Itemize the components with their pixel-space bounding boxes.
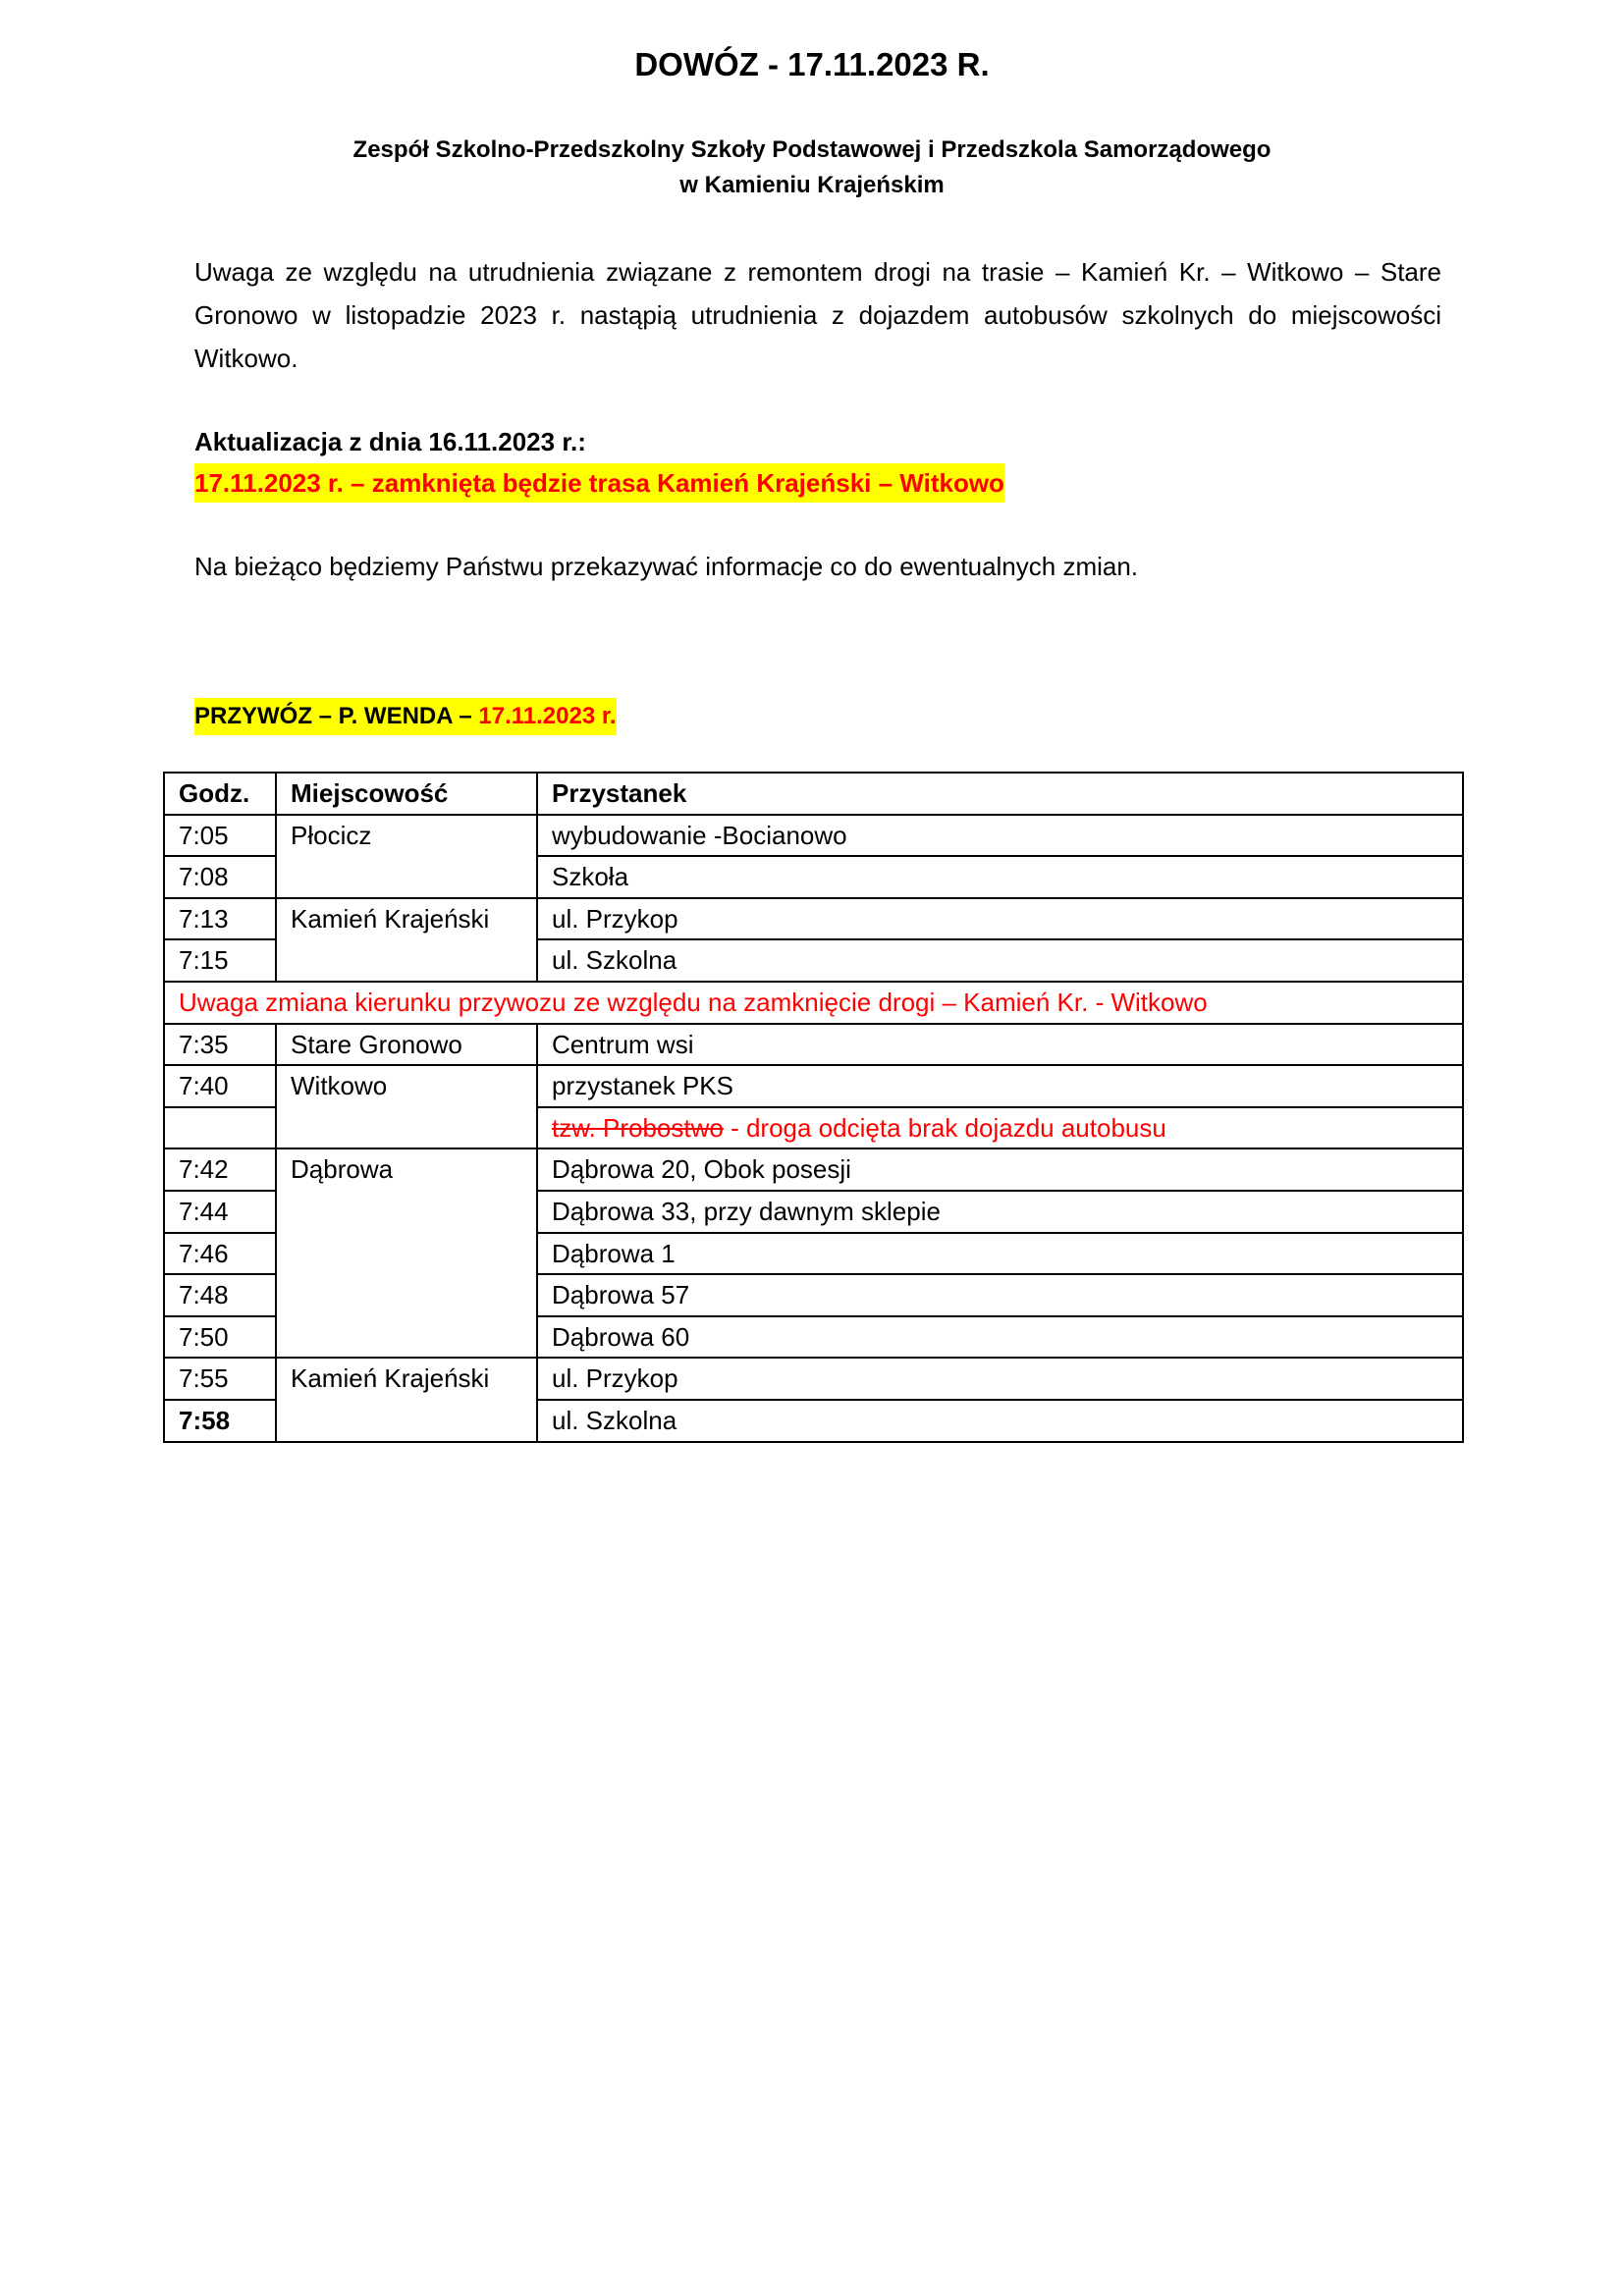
time-cell — [164, 1107, 276, 1149]
header-stop: Przystanek — [537, 773, 1463, 815]
page-title: DOWÓZ - 17.11.2023 R. — [634, 46, 990, 82]
stop-cell: Dąbrowa 1 — [537, 1233, 1463, 1275]
time-cell: 7:42 — [164, 1148, 276, 1191]
road-works-notice: Uwaga ze względu na utrudnienia związane z remontem drogi na trasie – Kamień Kr. – Witkowo – Stare Gronowo w listopadzie 2023 r. nastąpią utrudnienia z dojazdem autobusów szkolnych do miejscowości Witkowo. — [194, 257, 1441, 373]
table-row — [164, 1065, 1463, 1107]
road-closure-notice: 17.11.2023 r. – zamknięta będzie trasa Kamień Krajeński – Witkowo — [194, 463, 1004, 503]
table-row — [164, 1358, 1463, 1400]
cancelled-stop-note: - droga odcięta brak dojazdu autobusu — [723, 1112, 1166, 1143]
time-cell-final: 7:58 — [164, 1400, 276, 1442]
stop-cell: Dąbrowa 33, przy dawnym sklepie — [537, 1191, 1463, 1233]
time-cell: 7:48 — [164, 1274, 276, 1316]
table-row — [164, 1148, 1463, 1191]
place-cell: Kamień Krajeński — [276, 1358, 537, 1441]
schedule-table — [163, 772, 1464, 1443]
school-name-line1: Zespół Szkolno-Przedszkolny Szkoły Podstawowej i Przedszkola Samorządowego — [352, 136, 1272, 163]
stop-cell: wybudowanie -Bocianowo — [537, 815, 1463, 857]
stop-cell: Dąbrowa 20, Obok posesji — [537, 1148, 1463, 1191]
time-cell: 7:15 — [164, 939, 276, 982]
place-cell: Kamień Krajeński — [276, 898, 537, 982]
table-row-alert — [164, 982, 1463, 1024]
stop-cell: ul. Szkolna — [537, 939, 1463, 982]
header-place: Miejscowość — [276, 773, 537, 815]
update-heading: Aktualizacja z dnia 16.11.2023 r.: — [194, 427, 586, 456]
stop-cell-cancelled — [537, 1107, 1463, 1149]
table-header-row — [164, 773, 1463, 815]
time-cell: 7:44 — [164, 1191, 276, 1233]
table-row — [164, 815, 1463, 857]
cancelled-stop: tzw. Probostwo — [552, 1112, 724, 1143]
time-cell: 7:46 — [164, 1233, 276, 1275]
place-cell: Płocicz — [276, 815, 537, 898]
route-change-alert: Uwaga zmiana kierunku przywozu ze względu na zamknięcie drogi – Kamień Kr. - Witkowo — [164, 982, 1463, 1024]
stop-cell: ul. Szkolna — [537, 1400, 1463, 1442]
header-time: Godz. — [164, 773, 276, 815]
stop-cell: przystanek PKS — [537, 1065, 1463, 1107]
info-line: Na bieżąco będziemy Państwu przekazywać informacje co do ewentualnych zmian. — [194, 552, 1139, 581]
route-heading — [194, 698, 617, 735]
place-cell: Stare Gronowo — [276, 1024, 537, 1066]
school-name-line2: w Kamieniu Krajeńskim — [679, 172, 945, 198]
time-cell: 7:05 — [164, 815, 276, 857]
stop-cell: ul. Przykop — [537, 898, 1463, 940]
stop-cell: Szkoła — [537, 856, 1463, 898]
stop-cell: ul. Przykop — [537, 1358, 1463, 1400]
place-cell: Dąbrowa — [276, 1148, 537, 1358]
route-heading-label: PRZYWÓZ – P. WENDA – — [194, 703, 479, 729]
stop-cell: Dąbrowa 57 — [537, 1274, 1463, 1316]
school-name — [0, 133, 1624, 203]
time-cell: 7:55 — [164, 1358, 276, 1400]
time-cell: 7:40 — [164, 1065, 276, 1107]
route-heading-date: 17.11.2023 r. — [478, 703, 617, 729]
table-row — [164, 898, 1463, 940]
table-row — [164, 1024, 1463, 1066]
stop-cell: Centrum wsi — [537, 1024, 1463, 1066]
time-cell: 7:35 — [164, 1024, 276, 1066]
place-cell: Witkowo — [276, 1065, 537, 1148]
stop-cell: Dąbrowa 60 — [537, 1316, 1463, 1359]
time-cell: 7:50 — [164, 1316, 276, 1359]
time-cell: 7:13 — [164, 898, 276, 940]
time-cell: 7:08 — [164, 856, 276, 898]
